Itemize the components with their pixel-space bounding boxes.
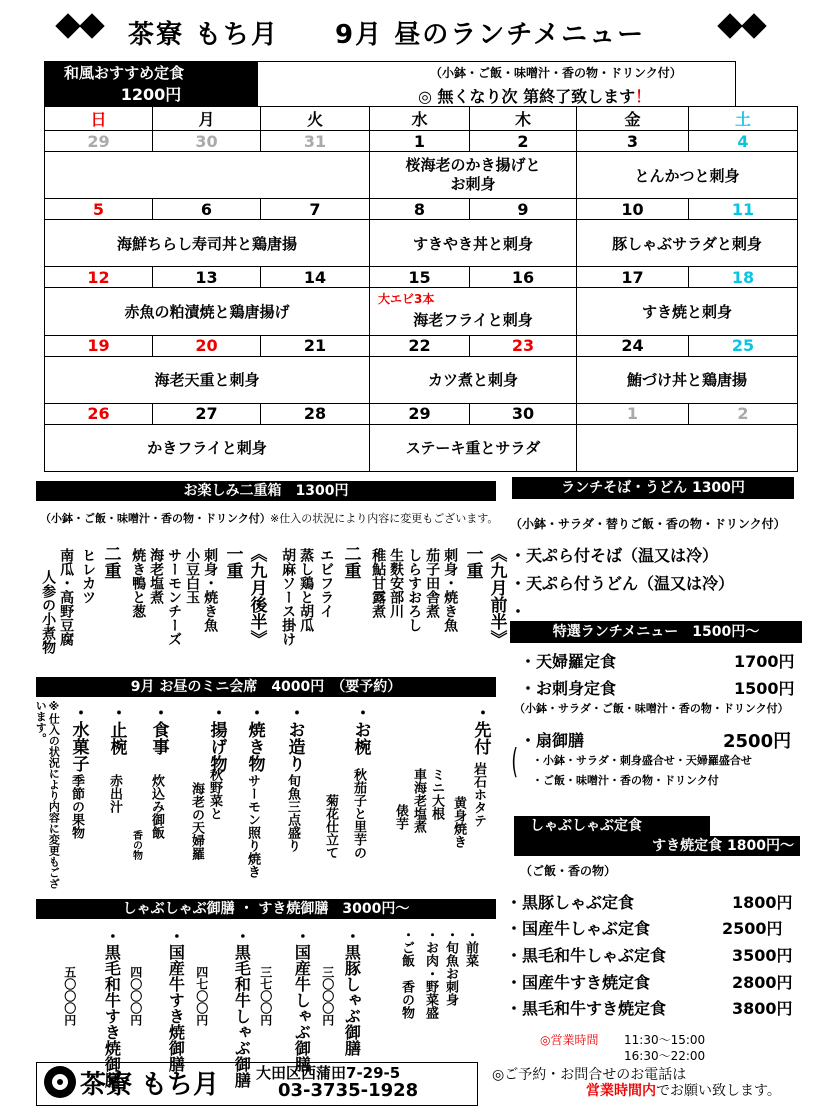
kaiseki-course-item: 俵芋 — [392, 804, 408, 830]
menu-cell: 鮪づけ丼と鶏唐揚 — [577, 356, 798, 403]
nijubako-item: 刺身・焼き魚 — [442, 548, 459, 632]
day-cell: 2 — [470, 131, 577, 152]
nijubako-item: 蒸し鶏と胡瓜 — [298, 548, 315, 632]
gozen-item-name: ・黒毛和牛すき焼御膳 — [102, 928, 122, 1088]
day-cell: 31 — [261, 131, 370, 152]
day-cell: 24 — [577, 335, 689, 356]
day-cell: 30 — [470, 403, 577, 424]
gozen-content: ・ご飯 香の物 — [398, 928, 414, 1019]
shop-address: 大田区西蒲田7-29-5 — [256, 1064, 401, 1082]
kaiseki-course-item: サーモン照り焼き — [244, 774, 260, 878]
menu-cell-with-note — [370, 288, 577, 335]
menu-cell: カツ煮と刺身 — [370, 356, 577, 403]
kaiseki-course-label: ・先付 — [470, 704, 491, 755]
tokusen-item-name: ・お刺身定食 — [520, 679, 617, 698]
menu-text: 海老フライと刺身 — [413, 311, 533, 330]
day-cell: 27 — [153, 403, 261, 424]
wafu-notice — [418, 84, 651, 107]
diamond-ornament-icon — [717, 13, 742, 38]
wafu-notice-text: ◎ 無くなり次 第終了致します — [418, 87, 636, 106]
day-cell: 10 — [577, 199, 689, 220]
gozen-item-price: 三七〇〇円 — [258, 966, 273, 1026]
diamond-ornament-icon — [55, 13, 80, 38]
kaiseki-course-label: ・水菓子 — [68, 704, 89, 772]
weekday-sat: 土 — [689, 107, 798, 131]
day-cell: 1 — [370, 131, 470, 152]
kaiseki-course-item: 季節の果物 — [68, 774, 84, 839]
gozen-item-name: ・国産牛しゃぶ御膳 — [292, 928, 312, 1072]
day-cell: 15 — [370, 267, 470, 288]
weekday-sun: 日 — [45, 107, 153, 131]
menu-cell: 赤魚の粕漬焼と鶏唐揚げ — [45, 288, 370, 335]
lunch-calendar — [44, 106, 798, 472]
menu-cell: 海老天重と刺身 — [45, 356, 370, 403]
nijubako-mae-title: 《九月前半》 — [486, 545, 507, 647]
kaiseki-course-item: 旬魚三点盛り — [284, 774, 300, 852]
day-cell: 14 — [261, 267, 370, 288]
shabu-teishoku-item-price: 3800円 — [732, 999, 793, 1018]
reserve-hours-emphasis: 営業時間内 — [586, 1083, 656, 1099]
nijubako-mae-ichi: 一重 — [462, 545, 483, 579]
day-cell: 26 — [45, 403, 153, 424]
day-cell: 23 — [470, 335, 577, 356]
gozen-content: ・旬魚お刺身 — [442, 928, 458, 1006]
kaiseki-title: 9月 お昼のミニ会席 4000円 （要予約） — [36, 677, 496, 697]
kaiseki-course-item: 黄身焼き — [450, 796, 466, 848]
gozen-title: しゃぶしゃぶ御膳 ・ すき焼御膳 3000円〜 — [36, 899, 496, 919]
diamond-ornament-icon — [79, 13, 104, 38]
page-title: 茶寮 もち月 9月 昼のランチメニュー — [128, 20, 646, 50]
day-cell: 30 — [153, 131, 261, 152]
nijubako-go-ichi: 一重 — [222, 545, 243, 579]
gozen-item-name: ・黒毛和牛しゃぶ御膳 — [232, 928, 252, 1088]
reserve-line2 — [586, 1080, 781, 1100]
nijubako-item: エビフライ — [318, 548, 335, 618]
shop-name: 茶寮 もち月 — [80, 1070, 220, 1100]
kaiseki-course-item: 炊込み御飯 — [148, 774, 164, 839]
nijubako-item: 刺身・焼き魚 — [202, 548, 219, 632]
nijubako-item: 焼き鴨と葱 — [130, 548, 147, 618]
shabu-teishoku-item-price: 2800円 — [732, 973, 793, 992]
soba-title: ランチそば・うどん 1300円 — [512, 477, 794, 499]
weekday-wed: 水 — [370, 107, 470, 131]
menu-cell: すき焼と刺身 — [577, 288, 798, 335]
nijubako-item: しらすおろし — [406, 548, 423, 632]
nijubako-note: ※仕入の状況により内容に変更もございます。 — [270, 512, 499, 525]
shabu-teishoku-includes: （ご飯・香の物） — [520, 864, 617, 878]
kaiseki-course-label: ・お造り — [284, 704, 305, 772]
wafu-notice-mark: ！ — [635, 87, 652, 106]
day-cell: 2 — [689, 403, 798, 424]
wafu-name: 和風おすすめ定食 — [44, 62, 258, 84]
nijubako-item: 生麩安部川 — [388, 548, 405, 618]
gozen-item-price: 四七〇〇円 — [194, 966, 209, 1026]
gozen-content: ・お肉・野菜盛 — [422, 928, 438, 1019]
day-cell: 21 — [261, 335, 370, 356]
hours-label: ◎営業時間 — [540, 1033, 599, 1047]
shabu-teishoku-item-price: 1800円 — [732, 893, 793, 912]
bracket-open: ( — [511, 742, 518, 782]
nijubako-item: ヒレカツ — [80, 548, 97, 604]
day-cell: 1 — [577, 403, 689, 424]
shop-phone: 03-3735-1928 — [278, 1080, 419, 1101]
day-cell: 18 — [689, 267, 798, 288]
menu-cell: かきフライと刺身 — [45, 424, 370, 471]
tokusen-item-price: 1700円 — [734, 652, 795, 671]
nijubako-item: 小豆白玉 — [184, 548, 201, 604]
day-cell: 25 — [689, 335, 798, 356]
menu-cell-empty — [45, 152, 370, 199]
reserve-line2-rest: でお願い致します。 — [656, 1083, 781, 1099]
nijubako-item: 南瓜・高野豆腐 — [58, 548, 75, 646]
gozen-content: ・前菜 — [462, 928, 478, 967]
weekday-fri: 金 — [577, 107, 689, 131]
day-cell: 7 — [261, 199, 370, 220]
gozen-item-price: 五〇〇〇円 — [62, 966, 77, 1026]
nijubako-item: 稚鮎甘露煮 — [370, 548, 387, 618]
nijubako-item: 海老塩煮 — [148, 548, 165, 604]
day-cell: 12 — [45, 267, 153, 288]
soba-item: ・ — [510, 602, 527, 621]
soba-item: ・天ぷら付そば（温又は冷） — [510, 546, 719, 565]
shop-logo-icon — [44, 1066, 76, 1098]
nijubako-item: 胡麻ソース掛け — [280, 548, 297, 646]
shabu-teishoku-title1: しゃぶしゃぶ定食 — [514, 816, 710, 836]
menu-cell: ステーキ重とサラダ — [370, 424, 577, 471]
hours-1: 11:30〜15:00 — [624, 1033, 706, 1047]
wafu-includes: （小鉢・ご飯・味噌汁・香の物・ドリンク付） — [430, 66, 682, 80]
nijubako-go-ni: 二重 — [100, 545, 121, 579]
shabu-teishoku-item-name: ・国産牛すき焼定食 — [506, 973, 651, 992]
shabu-teishoku-item-name: ・黒毛和牛すき焼定食 — [506, 999, 667, 1018]
nijubako-item: 茄子田舎煮 — [424, 548, 441, 618]
day-cell: 9 — [470, 199, 577, 220]
nijubako-item: サーモンチーズ — [166, 548, 183, 646]
nijubako-mae-ni: 二重 — [340, 545, 361, 579]
nijubako-title: お楽しみ二重箱 1300円 — [36, 481, 496, 501]
day-cell: 22 — [370, 335, 470, 356]
kaiseki-course-item: 赤出汁 — [106, 774, 122, 813]
diamond-ornament-icon — [741, 13, 766, 38]
day-cell: 3 — [577, 131, 689, 152]
shabu-teishoku-item-price: 2500円 — [722, 919, 783, 938]
day-cell: 19 — [45, 335, 153, 356]
day-cell: 29 — [370, 403, 470, 424]
menu-cell: とんかつと刺身 — [577, 152, 798, 199]
menu-cell: 桜海老のかき揚げと お刺身 — [370, 152, 577, 199]
kaiseki-course-item: 香の物 — [130, 830, 142, 860]
kaiseki-course-label: ・食事 — [148, 704, 169, 755]
gozen-item-price: 四〇〇〇円 — [128, 966, 143, 1026]
reserve-line1: ◎ご予約・お問合せのお電話は — [492, 1067, 687, 1083]
shabu-teishoku-item-price: 3500円 — [732, 946, 793, 965]
shabu-teishoku-item-name: ・黒毛和牛しゃぶ定食 — [506, 946, 667, 965]
shop-logo-core-icon — [57, 1079, 63, 1085]
soba-includes: （小鉢・サラダ・替りご飯・香の物・ドリンク付） — [510, 517, 786, 531]
day-cell: 20 — [153, 335, 261, 356]
ogi-gozen-line2: ・ご飯・味噌汁・香の物・ドリンク付 — [532, 774, 719, 787]
tokusen-includes: （小鉢・サラダ・ご飯・味噌汁・香の物・ドリンク付） — [514, 702, 789, 715]
kaiseki-course-label: ・止椀 — [106, 704, 127, 755]
nijubako-item: 人参の小煮物 — [40, 570, 57, 654]
kaiseki-course-item: 菊花仕立て — [322, 794, 338, 859]
ogi-gozen-name: ・扇御膳 — [520, 731, 585, 750]
weekday-thu: 木 — [470, 107, 577, 131]
menu-cell: すきやき丼と刺身 — [370, 220, 577, 267]
kaiseki-course-label: ・お椀 — [350, 704, 371, 755]
kaiseki-course-item: 車海老塩煮 — [410, 768, 426, 833]
day-cell: 6 — [153, 199, 261, 220]
day-cell: 13 — [153, 267, 261, 288]
ogi-gozen-price: 2500円 — [723, 731, 792, 752]
kaiseki-course-item: 秋野菜と — [206, 768, 222, 820]
day-cell: 17 — [577, 267, 689, 288]
weekday-mon: 月 — [153, 107, 261, 131]
tokusen-item-price: 1500円 — [734, 679, 795, 698]
kaiseki-course-item: 岩石ホタテ — [470, 762, 486, 827]
weekday-tue: 火 — [261, 107, 370, 131]
nijubako-go-title: 《九月後半》 — [246, 545, 267, 647]
day-cell: 11 — [689, 199, 798, 220]
menu-cell: 海鮮ちらし寿司丼と鶏唐揚 — [45, 220, 370, 267]
day-cell: 5 — [45, 199, 153, 220]
kaiseki-course-label: ・焼き物 — [244, 704, 265, 772]
gozen-item-name: ・黒豚しゃぶ御膳 — [342, 928, 362, 1056]
tokusen-item-name: ・天婦羅定食 — [520, 652, 617, 671]
day-cell: 16 — [470, 267, 577, 288]
shabu-teishoku-title2: すき焼定食 1800円〜 — [514, 836, 800, 856]
kaiseki-course-item: 海老の天婦羅 — [188, 782, 204, 860]
hours-2: 16:30〜22:00 — [624, 1049, 706, 1063]
kaiseki-course-item: 秋茄子と里芋の — [350, 768, 366, 859]
day-cell: 8 — [370, 199, 470, 220]
ogi-gozen-line1: ・小鉢・サラダ・刺身盛合せ・天婦羅盛合せ — [532, 754, 752, 767]
gozen-item-price: 三〇〇〇円 — [320, 966, 335, 1026]
kaiseki-note: ※仕入の状況により内容に変更もございます。 — [34, 700, 61, 889]
day-cell: 4 — [689, 131, 798, 152]
tokusen-title: 特選ランチメニュー 1500円〜 — [510, 621, 802, 643]
shabu-teishoku-item-name: ・国産牛しゃぶ定食 — [506, 919, 651, 938]
menu-cell: 豚しゃぶサラダと刺身 — [577, 220, 798, 267]
day-cell: 29 — [45, 131, 153, 152]
shabu-teishoku-item-name: ・黒豚しゃぶ定食 — [506, 893, 635, 912]
nijubako-includes: （小鉢・ご飯・味噌汁・香の物・ドリンク付） — [40, 512, 271, 525]
soba-item: ・天ぷら付うどん（温又は冷） — [510, 574, 735, 593]
kaiseki-course-label: ・揚げ物 — [206, 704, 227, 772]
kaiseki-course-item: ミニ大根 — [428, 768, 444, 820]
day-cell: 28 — [261, 403, 370, 424]
menu-cell-empty — [577, 424, 798, 471]
menu-note: 大エビ3本 — [378, 292, 435, 307]
gozen-item-name: ・国産牛すき焼御膳 — [166, 928, 186, 1072]
wafu-price: 1200円 — [44, 84, 258, 106]
